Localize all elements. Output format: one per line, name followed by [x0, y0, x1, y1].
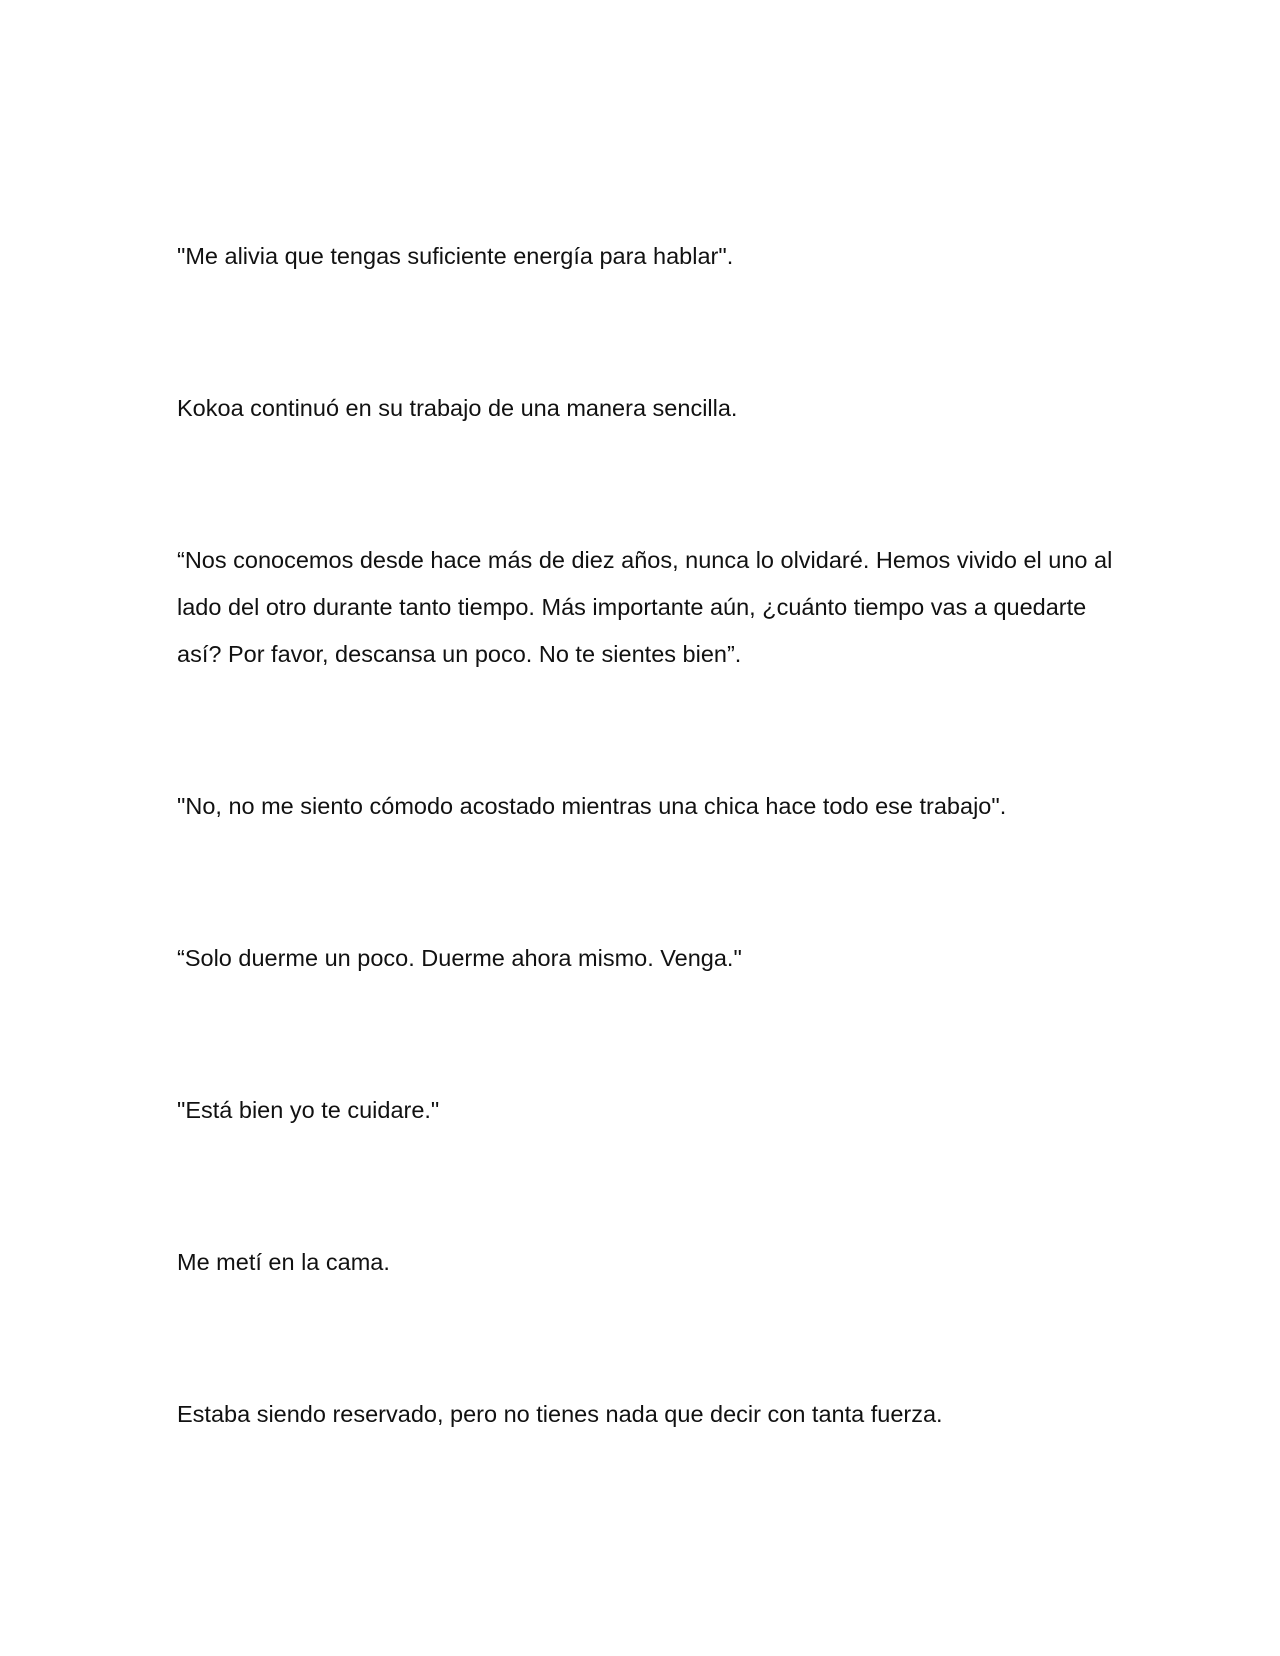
paragraph: Me metí en la cama.	[177, 1249, 390, 1275]
paragraph: “Solo duerme un poco. Duerme ahora mismo. Venga."	[177, 945, 742, 971]
paragraph: "No, no me siento cómodo acostado mientras una chica hace todo ese trabajo".	[177, 793, 1007, 819]
paragraph: "Me alivia que tengas suficiente energía para hablar".	[177, 243, 734, 269]
paragraph: "Está bien yo te cuidare."	[177, 1097, 440, 1123]
paragraph: “Nos conocemos desde hace más de diez años, nunca lo olvidaré. Hemos vivido el uno al lado del otro durante tanto tiempo. Más importante aún, ¿cuánto tiempo vas a quedarte así? Por favor, descansa un poco. No te sientes bien”.	[177, 547, 1113, 667]
paragraph: Kokoa continuó en su trabajo de una manera sencilla.	[177, 395, 738, 421]
paragraph: Estaba siendo reservado, pero no tienes nada que decir con tanta fuerza.	[177, 1401, 943, 1427]
